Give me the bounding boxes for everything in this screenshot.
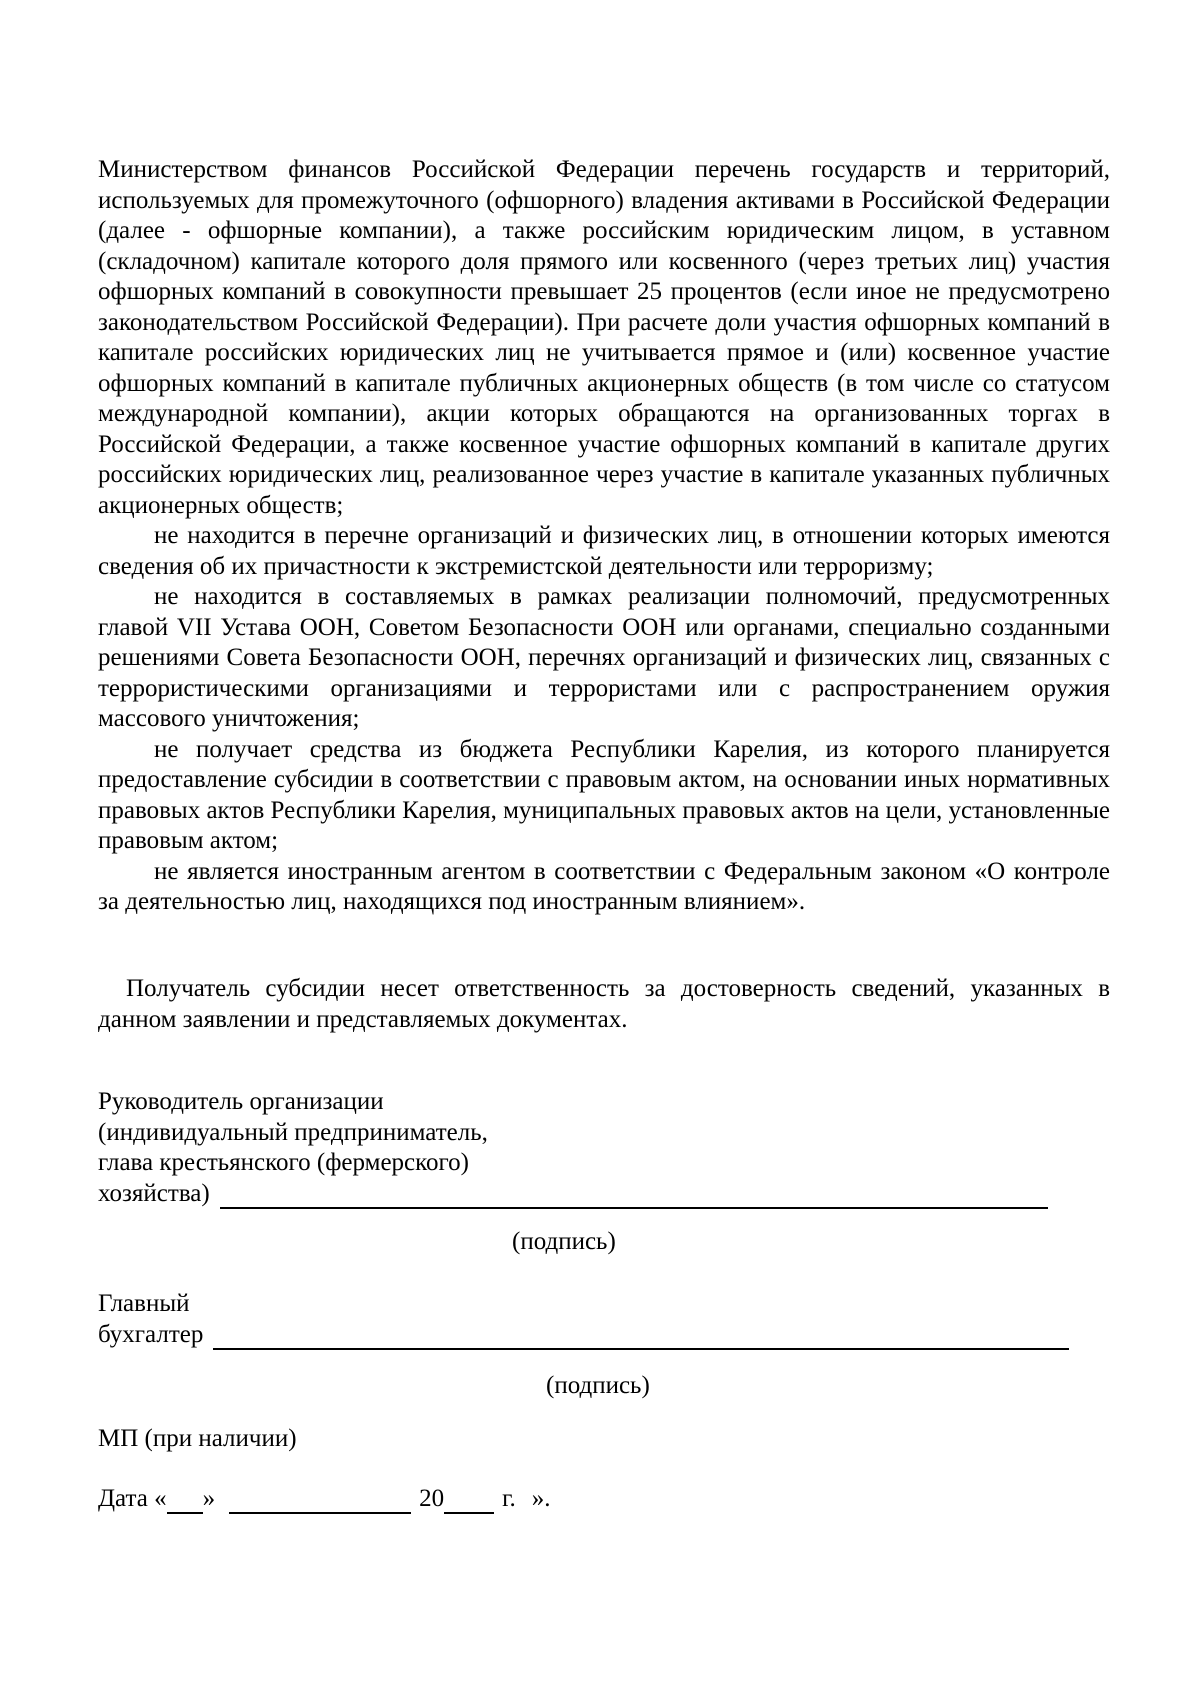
date-row [98, 1484, 551, 1514]
accountant-title-line2: бухгалтер [98, 1320, 204, 1348]
paragraph-un-sanctions: не находится в составляемых в рамках реализации полномочий, предусмотренных главой VII Устава ООН, Советом Безопасности ООН или органами, специально созданными решениями Совета Безопасности ООН, перечнях организаций и физических лиц, связанных с террористическими организациями и террористами или с распространением оружия массового уничтожения; [98, 583, 1110, 732]
paragraph-foreign-agent: не является иностранным агентом в соответствии с Федеральным законом «О контроле за деятельностью лиц, находящихся под иностранным влиянием». [98, 857, 1110, 915]
responsibility-statement: Получатель субсидии несет ответственность за достоверность сведений, указанных в данном заявлении и представляемых документах. [98, 975, 1110, 1033]
date-year-prefix: 20 [419, 1485, 445, 1512]
paragraph-budget: не получает средства из бюджета Республики Карелия, из которого планируется предоставление субсидии в соответствии с правовым актом, на основании иных нормативных правовых актов Республики Карелия, муниципальных правовых актов на цели, установленные правовым актом; [98, 735, 1110, 854]
paragraph-extremism: не находится в перечне организаций и физических лиц, в отношении которых имеются сведения об их причастности к экстремистской деятельности или терроризму; [98, 522, 1110, 580]
stamp-label: МП (при наличии) [98, 1425, 297, 1452]
head-title-line2: (индивидуальный предприниматель, [98, 1118, 488, 1146]
accountant-signature-row [98, 1320, 1069, 1351]
conditions-text [98, 155, 1110, 918]
date-month-blank[interactable] [229, 1488, 411, 1514]
accountant-signature-block [98, 1289, 1069, 1350]
head-title-line1: Руководитель организации [98, 1088, 384, 1115]
head-signature-line[interactable] [220, 1183, 1048, 1209]
accountant-title-line1: Главный [98, 1290, 190, 1317]
paragraph-offshore: Министерством финансов Российской Федерации перечень государств и территорий, используемых для промежуточного (офшорного) владения активами в Российской Федерации (далее - офшорные компании), а также российским юридическим лицом, в уставном (складочном) капитале которого доля прямого или косвенного (через третьих лиц) участия офшорных компаний в совокупности превышает 25 процентов (если иное не предусмотрено законодательством Российской Федерации). При расчете доли участия офшорных компаний в капитале российских юридических лиц не учитывается прямое и (или) косвенное участие офшорных компаний в капитале публичных акционерных обществ (в том числе со статусом международной компании), акции которых обращаются на организованных торгах в Российской Федерации, а также косвенное участие офшорных компаний в капитале других российских юридических лиц, реализованное через участие в капитале указанных публичных акционерных обществ; [98, 156, 1110, 519]
date-label: Дата « [98, 1485, 167, 1512]
head-title-line3: глава крестьянского (фермерского) [98, 1149, 469, 1176]
head-signature-block [98, 1087, 1048, 1209]
date-day-blank[interactable] [167, 1488, 203, 1514]
accountant-signature-caption: (подпись) [546, 1372, 650, 1399]
accountant-signature-line[interactable] [213, 1324, 1069, 1350]
head-title-line4: хозяйства) [98, 1179, 210, 1207]
head-signature-caption: (подпись) [512, 1228, 616, 1255]
head-signature-row [98, 1179, 1048, 1210]
date-year-blank[interactable] [444, 1488, 494, 1514]
date-year-suffix: г. [502, 1485, 516, 1512]
date-close-quote: » [202, 1485, 216, 1512]
date-end: ». [531, 1485, 551, 1512]
